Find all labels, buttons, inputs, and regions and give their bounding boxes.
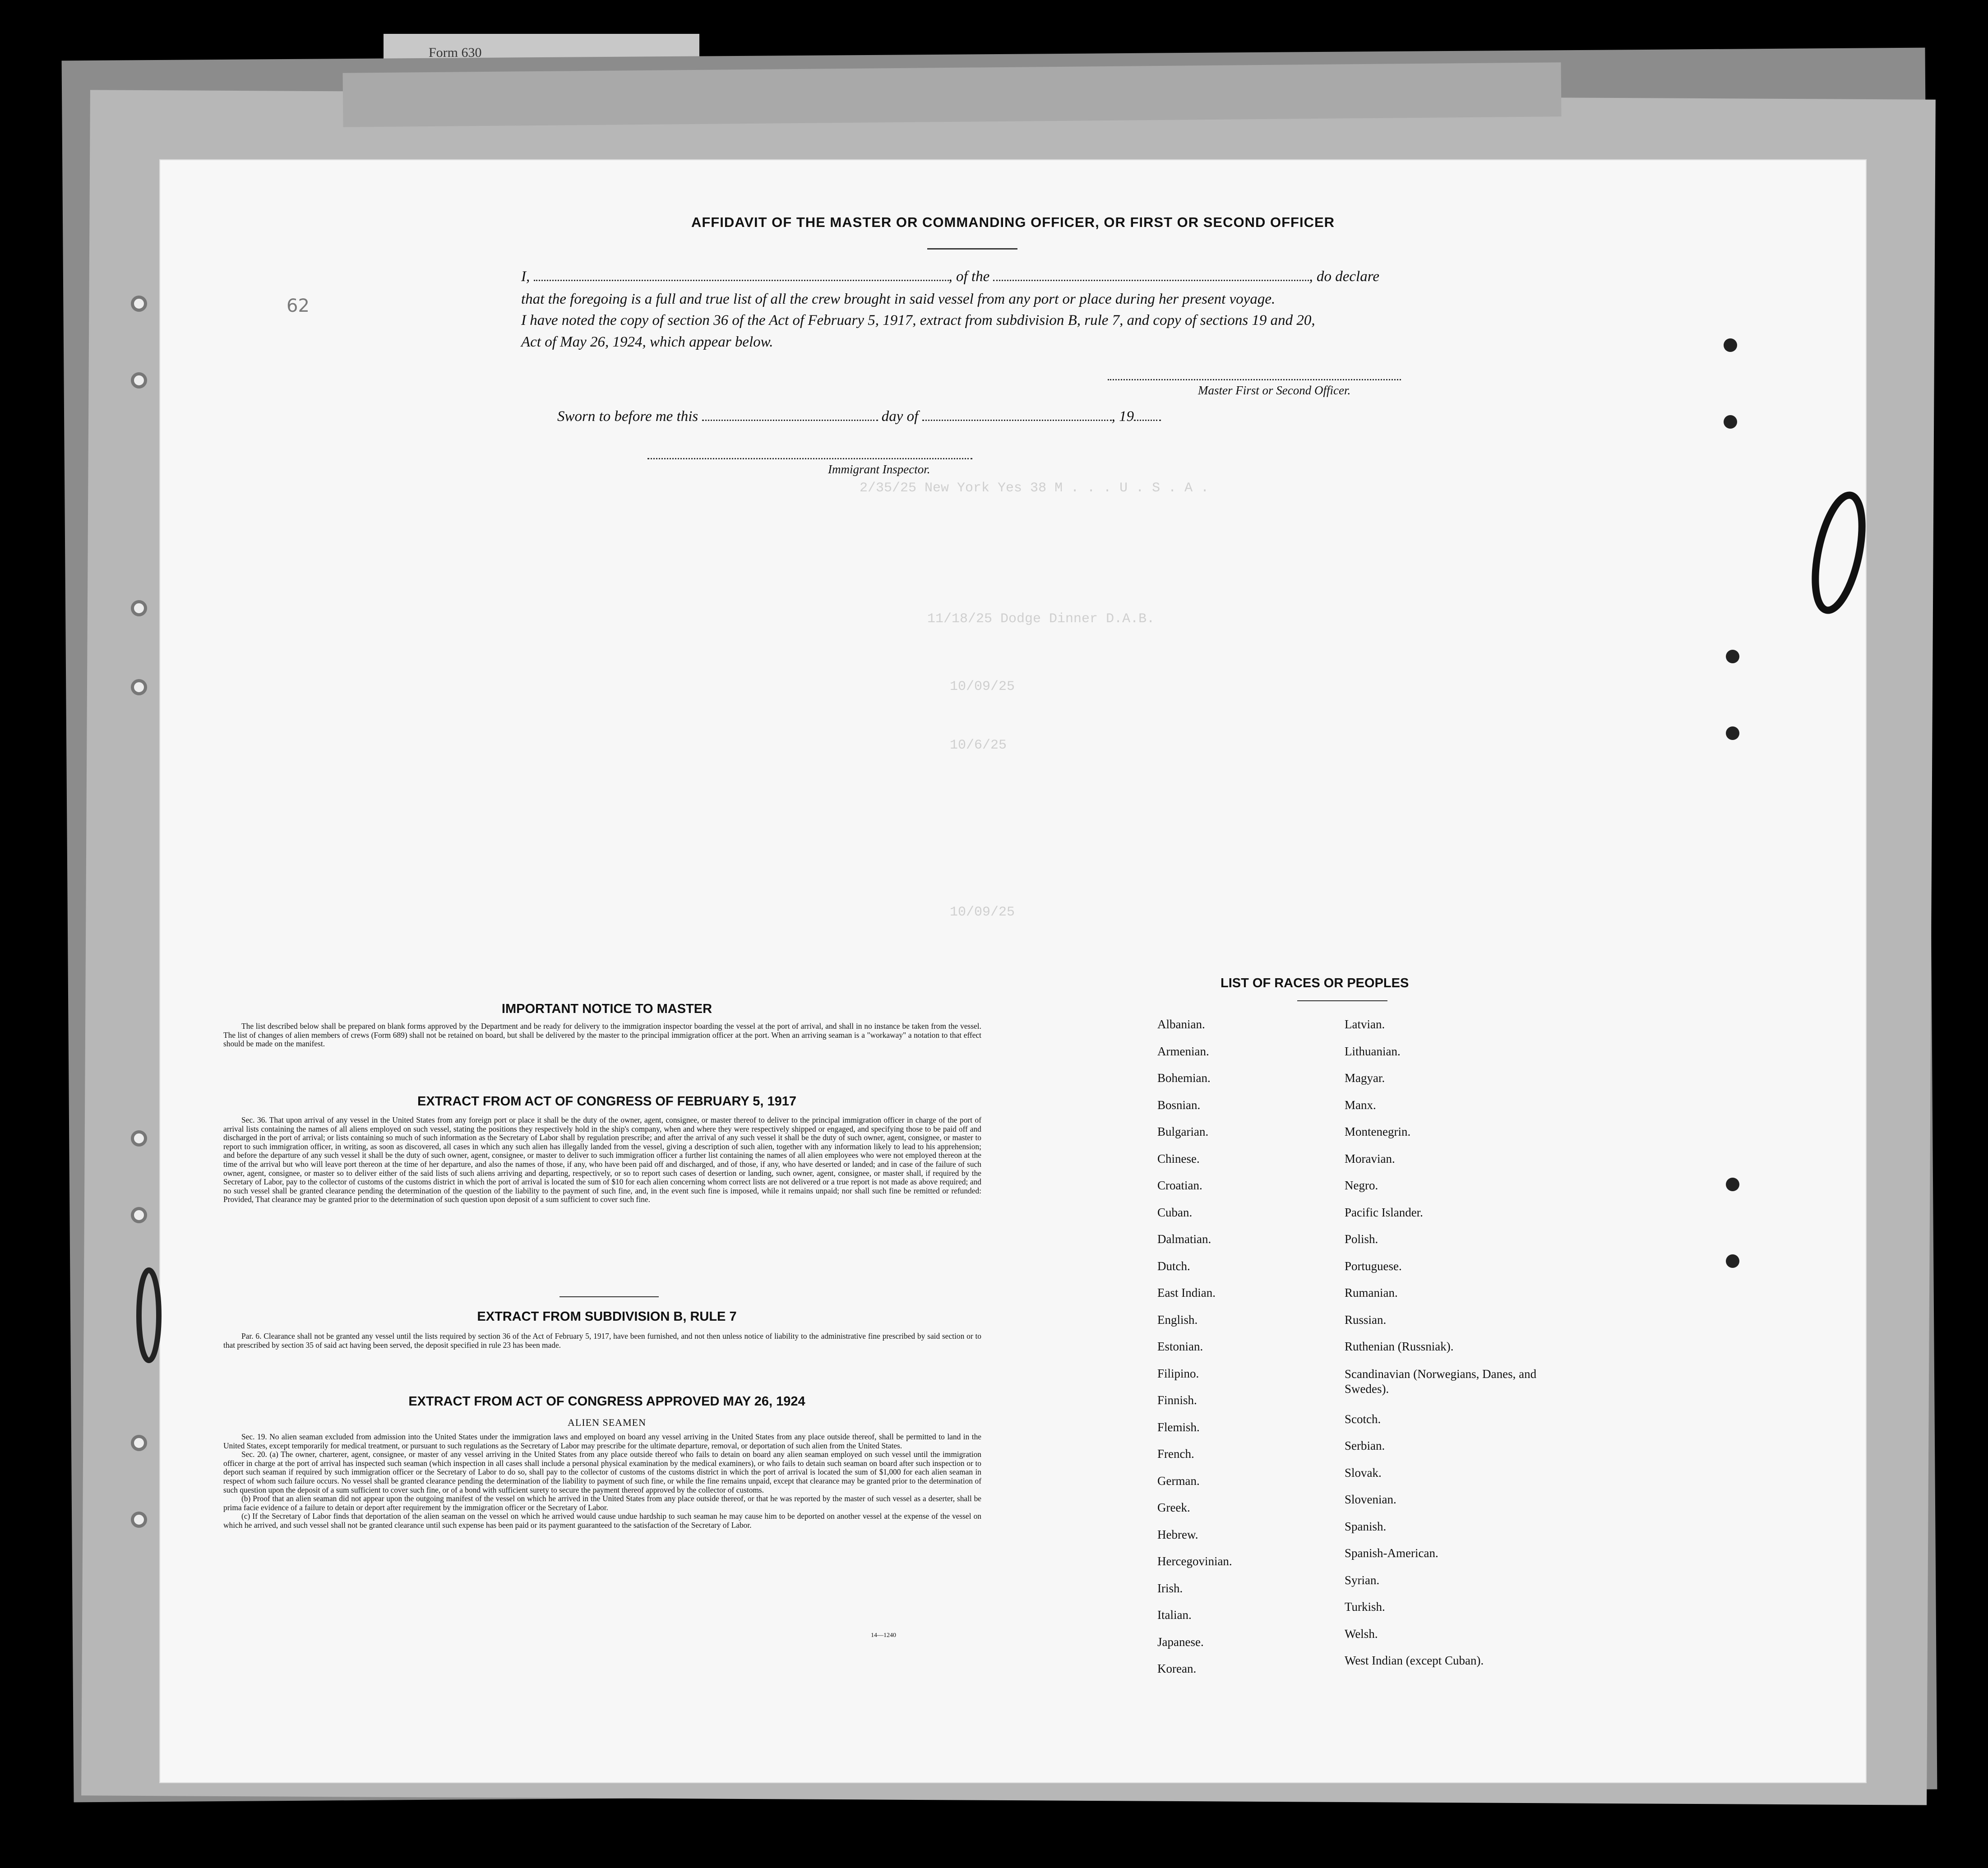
race-item: Slovak. xyxy=(1345,1466,1382,1480)
race-item: Spanish-American. xyxy=(1345,1546,1438,1560)
race-item: Italian. xyxy=(1157,1608,1192,1622)
race-item: Hercegovinian. xyxy=(1157,1554,1232,1568)
race-item: Japanese. xyxy=(1157,1635,1204,1649)
master-name-blank[interactable] xyxy=(534,279,949,281)
affidavit-page xyxy=(160,160,1866,1782)
race-item: Scotch. xyxy=(1345,1412,1381,1426)
race-item: Dalmatian. xyxy=(1157,1232,1211,1246)
extract-1917-title: EXTRACT FROM ACT OF CONGRESS OF FEBRUARY 5, 1917 xyxy=(417,1094,797,1109)
punch-hole xyxy=(1726,1254,1739,1268)
race-item: German. xyxy=(1157,1474,1200,1488)
extract-rule7-title: EXTRACT FROM SUBDIVISION B, RULE 7 xyxy=(477,1309,737,1324)
punch-hole xyxy=(1726,1178,1739,1191)
race-item: Armenian. xyxy=(1157,1044,1209,1058)
affidavit-i-label: I, xyxy=(521,268,530,285)
race-item: Rumanian. xyxy=(1345,1286,1398,1299)
race-item: West Indian (except Cuban). xyxy=(1345,1654,1484,1667)
back-sheet-tab xyxy=(343,62,1562,127)
race-item: French. xyxy=(1157,1447,1194,1461)
punch-hole xyxy=(131,1512,147,1528)
officer-signature-line[interactable] xyxy=(1108,379,1401,380)
race-item: Bohemian. xyxy=(1157,1071,1211,1085)
section-20b-paragraph: (b) Proof that an alien seaman did not appear upon the outgoing manifest of the vessel on which he arrived in the United States from any place outside thereof, or that he was reported by the master of such vessel as a deserter, shall be prima facie evidence of a failure to detain or deport after requirement by the immigration officer or the Secretary of Labor. xyxy=(223,1494,981,1512)
race-item: Dutch. xyxy=(1157,1259,1190,1273)
race-item: Turkish. xyxy=(1345,1600,1385,1614)
punch-hole xyxy=(1726,650,1739,663)
races-column-left xyxy=(1157,1017,1232,1689)
race-item: Bosnian. xyxy=(1157,1098,1201,1112)
race-item: Slovenian. xyxy=(1345,1493,1396,1506)
sworn-day-label: day of xyxy=(881,408,919,425)
affidavit-declare-label: , do declare xyxy=(1309,268,1379,285)
notice-to-master-body: The list described below shall be prepared on blank forms approved by the Department and be ready for delivery to the immigration inspector boarding the vessel at the port of arrival, and shall in no instance be taken from the vessel. The list of changes of alien members of crews (Form 689) shall not be retained on board, but shall be delivered by the master to the principal immigration officer at the port. When an arriving seaman is a "workaway" a notation to that effect should be made on the manifest. xyxy=(223,1022,981,1049)
extract-rule7-body: Par. 6. Clearance shall not be granted any vessel until the lists required by section 36 of the Act of February 5, 1917, have been furnished, and not then unless notice of liability to the administrative fine prescribed by said section or to that prescribed by section 35 of said act having been served, the deposit specified in rule 23 has been made. xyxy=(223,1332,981,1350)
race-item: Ruthenian (Russniak). xyxy=(1345,1340,1454,1353)
race-item: Cuban. xyxy=(1157,1205,1193,1219)
race-item: Scandinavian (Norwegians, Danes, and Swedes). xyxy=(1345,1367,1537,1396)
affidavit-line-declare xyxy=(521,268,1379,285)
sworn-year-blank[interactable] xyxy=(1134,419,1161,421)
race-item: Filipino. xyxy=(1157,1366,1199,1380)
race-item: Albanian. xyxy=(1157,1017,1205,1031)
margin-page-number: 62 xyxy=(287,296,310,316)
race-item: Estonian. xyxy=(1157,1340,1203,1353)
race-item: Serbian. xyxy=(1345,1439,1385,1452)
punch-hole xyxy=(131,1130,147,1147)
extract-1924-body xyxy=(223,1433,981,1530)
race-item: Irish. xyxy=(1157,1581,1183,1595)
race-item: English. xyxy=(1157,1313,1198,1327)
race-item: Montenegrin. xyxy=(1345,1125,1411,1138)
race-item: Polish. xyxy=(1345,1232,1378,1246)
affidavit-line-2: that the foregoing is a full and true list of all the crew brought in said vessel from any port or place during her present voyage. xyxy=(521,291,1276,307)
officer-signature-caption: Master First or Second Officer. xyxy=(1198,384,1351,397)
section-20a-paragraph: Sec. 20. (a) The owner, charterer, agent, consignee, or master of any vessel arriving in the United States from any place outside thereof who fails to detain on board any alien seaman employed on such vessel until the immigration officer in charge at the port of arrival has inspected such seaman (which inspection in all cases shall include a personal physical examination by the medical examiners), or who fails to detain such seaman on board after such inspection or to deport such seaman if required by such immigration officer or the Secretary of Labor to do so, shall pay to the collector of customs of the customs district in which the port of arrival is located the sum of $1,000 for each alien seaman in respect of whom such failure occurs. No vessel shall be granted clearance pending the determination of the liability to payment of such fine, or while the fine remains unpaid, except that clearance may be granted prior to the determination of such question upon the deposit of a sum sufficient to cover such fine, or of a bond with sufficient surety to secure the payment thereof approved by the collector of customs. xyxy=(223,1450,981,1494)
inspector-signature-caption: Immigrant Inspector. xyxy=(828,462,930,476)
punch-hole xyxy=(1724,415,1737,429)
punch-hole xyxy=(131,679,147,695)
affidavit-line-4: Act of May 26, 1924, which appear below. xyxy=(521,334,773,350)
punch-hole xyxy=(1726,726,1739,740)
extract-1924-subtitle: ALIEN SEAMEN xyxy=(568,1417,646,1428)
affidavit-line-3: I have noted the copy of section 36 of the Act of February 5, 1917, extract from subdivision B, rule 7, and copy of sections 19 and 20, xyxy=(521,312,1315,328)
race-item: Lithuanian. xyxy=(1345,1044,1401,1058)
punch-hole xyxy=(131,372,147,388)
races-title: LIST OF RACES OR PEOPLES xyxy=(1221,976,1409,990)
race-item: Moravian. xyxy=(1345,1151,1395,1165)
inspector-signature-line[interactable] xyxy=(647,458,972,459)
race-item: Portuguese. xyxy=(1345,1259,1402,1273)
race-item: Flemish. xyxy=(1157,1420,1200,1434)
race-item: Hebrew. xyxy=(1157,1527,1198,1541)
race-item: Latvian. xyxy=(1345,1017,1385,1031)
sworn-month-blank[interactable] xyxy=(922,419,1112,421)
vessel-name-blank[interactable] xyxy=(993,279,1309,281)
sworn-year-label: , 19 xyxy=(1111,408,1134,425)
race-item: Magyar. xyxy=(1345,1071,1385,1085)
race-item: Croatian. xyxy=(1157,1179,1202,1192)
race-item: Syrian. xyxy=(1345,1573,1380,1587)
race-item: Spanish. xyxy=(1345,1519,1387,1533)
race-item: Russian. xyxy=(1345,1313,1387,1327)
notice-to-master-title: IMPORTANT NOTICE TO MASTER xyxy=(501,1002,712,1016)
sworn-line xyxy=(557,408,1161,425)
race-item: Manx. xyxy=(1345,1098,1376,1112)
affidavit-of-the-label: , of the xyxy=(948,268,990,285)
race-item: Negro. xyxy=(1345,1179,1378,1192)
race-item: Pacific Islander. xyxy=(1345,1205,1423,1219)
sworn-day-blank[interactable] xyxy=(702,419,878,421)
extract-1924-title: EXTRACT FROM ACT OF CONGRESS APPROVED MAY 26, 1924 xyxy=(408,1394,805,1409)
reverse-bleed-through: 11/18/25 Dodge Dinner D.A.B. xyxy=(927,611,1155,627)
race-item: Welsh. xyxy=(1345,1627,1378,1641)
races-column-right xyxy=(1345,1017,1548,1681)
punch-hole xyxy=(131,1435,147,1451)
reverse-bleed-through: 10/09/25 xyxy=(950,905,1015,920)
punch-hole xyxy=(1724,338,1737,352)
section-divider xyxy=(559,1296,659,1297)
affidavit-title: AFFIDAVIT OF THE MASTER OR COMMANDING OFFICER, OR FIRST OR SECOND OFFICER xyxy=(691,214,1335,230)
race-item: Bulgarian. xyxy=(1157,1125,1209,1138)
race-item: Finnish. xyxy=(1157,1393,1197,1407)
race-item: Korean. xyxy=(1157,1662,1197,1675)
punch-hole xyxy=(131,600,147,616)
race-item: East Indian. xyxy=(1157,1286,1216,1299)
handwritten-zero-mark xyxy=(1807,485,1870,620)
form-number: 14—1240 xyxy=(871,1632,896,1639)
section-20c-paragraph: (c) If the Secretary of Labor finds that deportation of the alien seaman on the vessel on which he arrived would cause undue hardship to such seaman he may cause him to be deported on another vessel at the expense of the vessel on which he arrived, and such vessel shall not be granted clearance until such expense has been paid or its payment guaranteed to the satisfaction of the Secretary of Labor. xyxy=(223,1512,981,1530)
punch-hole xyxy=(131,296,147,312)
form-tag: Form 630 xyxy=(429,45,482,60)
races-title-rule xyxy=(1297,1000,1387,1001)
race-item: Chinese. xyxy=(1157,1151,1200,1165)
section-19-paragraph: Sec. 19. No alien seaman excluded from admission into the United States under the immigration laws and employed on board any vessel arriving in the United States from any place outside thereof, shall be permitted to land in the United States, except temporarily for medical treatment, or pursuant to such regulations as the Secretary of Labor may prescribe for the ultimate departure, removal, or deportation of such alien from the United States. xyxy=(223,1432,981,1450)
reverse-bleed-through: 2/35/25 New York Yes 38 M . . . U . S . A . xyxy=(860,481,1209,496)
reverse-bleed-through: 10/6/25 xyxy=(950,738,1007,753)
race-item: Greek. xyxy=(1157,1501,1190,1514)
sworn-prefix: Sworn to before me this xyxy=(557,408,698,425)
title-rule xyxy=(927,248,1017,250)
extract-1917-body: Sec. 36. That upon arrival of any vessel in the United States from any foreign port or place it shall be the duty of the owner, agent, consignee, or master thereof to deliver to the principal immigration officer in charge of the port of arrival lists containing the names of all aliens employed on such vessel, stating the positions they respectively hold in the ship's company, when and where they were respectively shipped or engaged, and specifying those to be paid off and discharged in the port of arrival; or lists containing so much of such information as the Secretary of Labor shall by regulation prescribe; and after the arrival of any such vessel it shall be the duty of such owner, agent, consignee, or master to report to such immigration officer, in writing, as soon as discovered, all cases in which any such alien has illegally landed from the vessel, giving a description of such alien, together with any information likely to lead to his apprehension; and before the departure of any such vessel it shall be the duty of such owner, agent, consignee, or master to deliver to such immigration officer a further list containing the names of all alien employees who were not employed thereon at the time of the arrival but who will leave port thereon at the time of her departure, and also the names of those, if any, who have been paid off and discharged, and of those, if any, who have deserted or landed; and in case of the failure of such owner, agent, consignee, or master so to deliver either of the said lists of such aliens arriving and departing, respectively, or so to report such cases of desertion or landing, such owner, agent, consignee, or master shall, if required by the Secretary of Labor, pay to the collector of customs of the customs district in which the port of arrival is located the sum of $10 for each alien concerning whom correct lists are not delivered or a true report is not made as above required; and no such vessel shall be granted clearance pending the determination of the question of the liability to the payment of such fine, and, in the event such fine is imposed, while it remains unpaid; nor shall such fine be remitted or refunded: Provided, That clearance may be granted prior to the determination of such question upon deposit of a sum sufficient to cover such fine. xyxy=(223,1115,981,1204)
reverse-bleed-through: 10/09/25 xyxy=(950,679,1015,694)
punch-hole xyxy=(131,1207,147,1223)
